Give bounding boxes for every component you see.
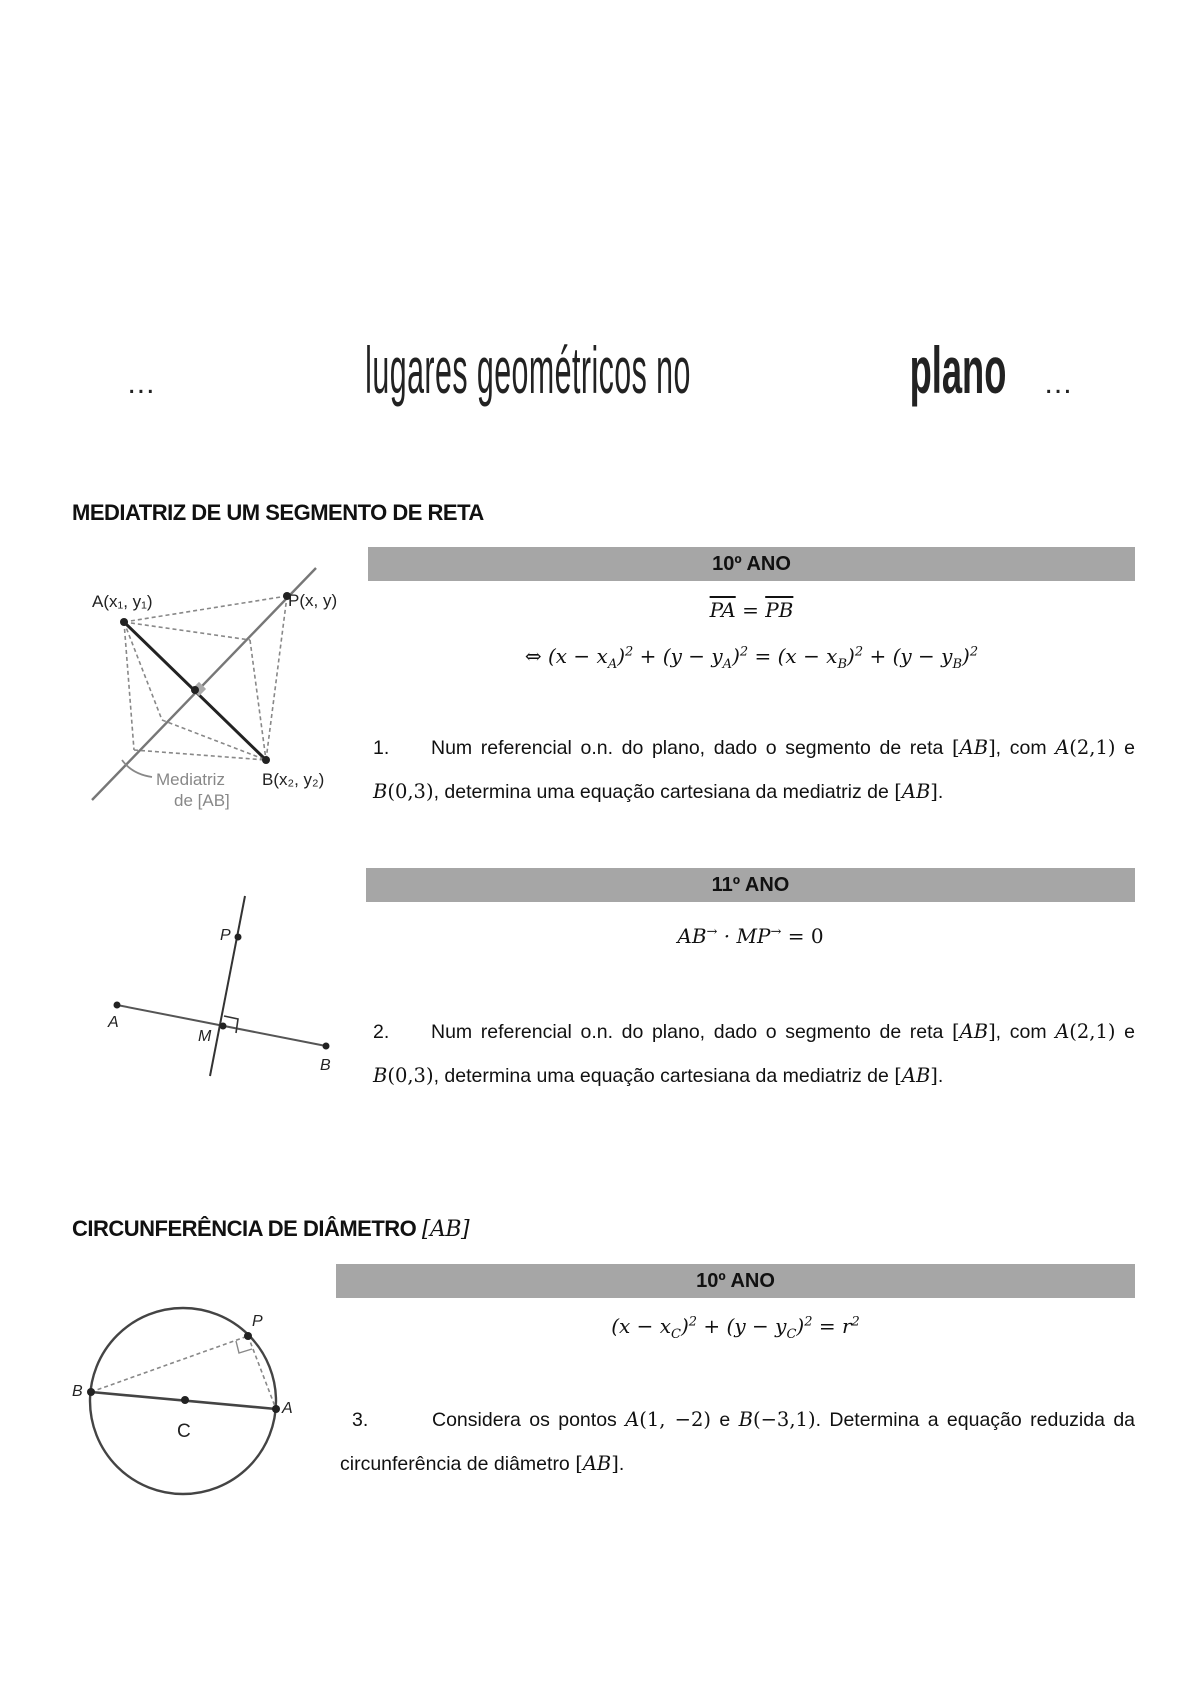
exercise-2-text: Num referencial o.n. do plano, dado o segmento de reta [AB], com A(2,1) e B(0,3), determina uma equação cartesiana da mediatriz de [AB]. (373, 1020, 1136, 1087)
label-de-ab: de [AB] (174, 791, 230, 810)
figure-circle-diameter (68, 1300, 308, 1500)
year-bar-10-ano-2: 10º ANO (336, 1264, 1135, 1298)
dashed-bp (91, 1336, 248, 1392)
section-heading-circunferencia-math: [AB] (421, 1217, 470, 1242)
year-bar-10-ano-1: 10º ANO (368, 547, 1135, 581)
exercise-1-number: 1. (373, 737, 390, 759)
point-p (235, 934, 242, 941)
title-light-text: lugares geométricos no (364, 333, 691, 407)
point-a (120, 618, 128, 626)
point-b (262, 756, 270, 764)
label-p: P (252, 1313, 263, 1330)
label-m: M (198, 1028, 212, 1045)
label-p: P (220, 927, 231, 944)
point-a (272, 1405, 280, 1413)
title-bold-text: plano (909, 333, 1007, 407)
label-b: B (320, 1057, 331, 1074)
point-b (323, 1043, 330, 1050)
right-angle-marker (236, 1341, 252, 1353)
exercise-1 (373, 726, 1135, 814)
label-a: A(x₁, y₁) (92, 592, 153, 611)
title-dots-right: ... (1044, 367, 1073, 400)
perpendicular-line (210, 896, 245, 1076)
section-heading-circunferencia-text: CIRCUNFERÊNCIA DE DIÂMETRO (72, 1216, 417, 1241)
formula-circle-equation: $(x - x_C)^2 + (y - y_C)^2 = r^2$ (611, 1314, 860, 1342)
point-p (244, 1332, 252, 1340)
exercise-3-text: Considera os pontos A(1, −2) e B(−3,1). Determina a equação reduzida da circunferência de diâmetro [AB]. (340, 1408, 1136, 1475)
exercise-2-number: 2. (373, 1021, 390, 1043)
label-b: B(x₂, y₂) (262, 770, 325, 789)
dashed-lines (124, 596, 287, 760)
point-a (114, 1002, 121, 1009)
formula-pa-pb: $\overline{PA} = \overline{PB}$ (709, 598, 794, 622)
figure-mediatriz-distances (82, 560, 362, 810)
section-heading-circunferencia (72, 1216, 469, 1242)
point-m (220, 1023, 227, 1030)
exercise-3-number: 3. (352, 1409, 369, 1431)
point-b (87, 1388, 95, 1396)
section-heading-mediatriz: MEDIATRIZ DE UM SEGMENTO DE RETA (72, 500, 484, 525)
label-a: A (282, 1400, 293, 1417)
formula-dot-product: AB→ · MP→ = 0 (677, 924, 824, 948)
point-c (181, 1396, 189, 1404)
title-dots-left: ... (127, 367, 156, 400)
year-bar-11-ano: 11º ANO (366, 868, 1135, 902)
label-b: B (72, 1383, 83, 1400)
label-mediatriz: Mediatriz (156, 770, 225, 789)
figure-mediatriz-vectors (100, 890, 350, 1090)
page-title (0, 325, 1200, 429)
label-p: P(x, y) (288, 591, 338, 610)
formula-distance-equation: ⇔ $(x - x_A)^2 + (y - y_A)^2 = (x - x_B)^2 + (y - y_B)^2$ (524, 644, 979, 672)
exercise-3 (340, 1398, 1135, 1486)
label-a: A (108, 1014, 119, 1031)
label-c: C (177, 1421, 191, 1442)
exercise-2 (373, 1010, 1135, 1098)
exercise-1-text: Num referencial o.n. do plano, dado o segmento de reta [AB], com A(2,1) e B(0,3), determina uma equação cartesiana da mediatriz de [AB]. (373, 736, 1136, 803)
